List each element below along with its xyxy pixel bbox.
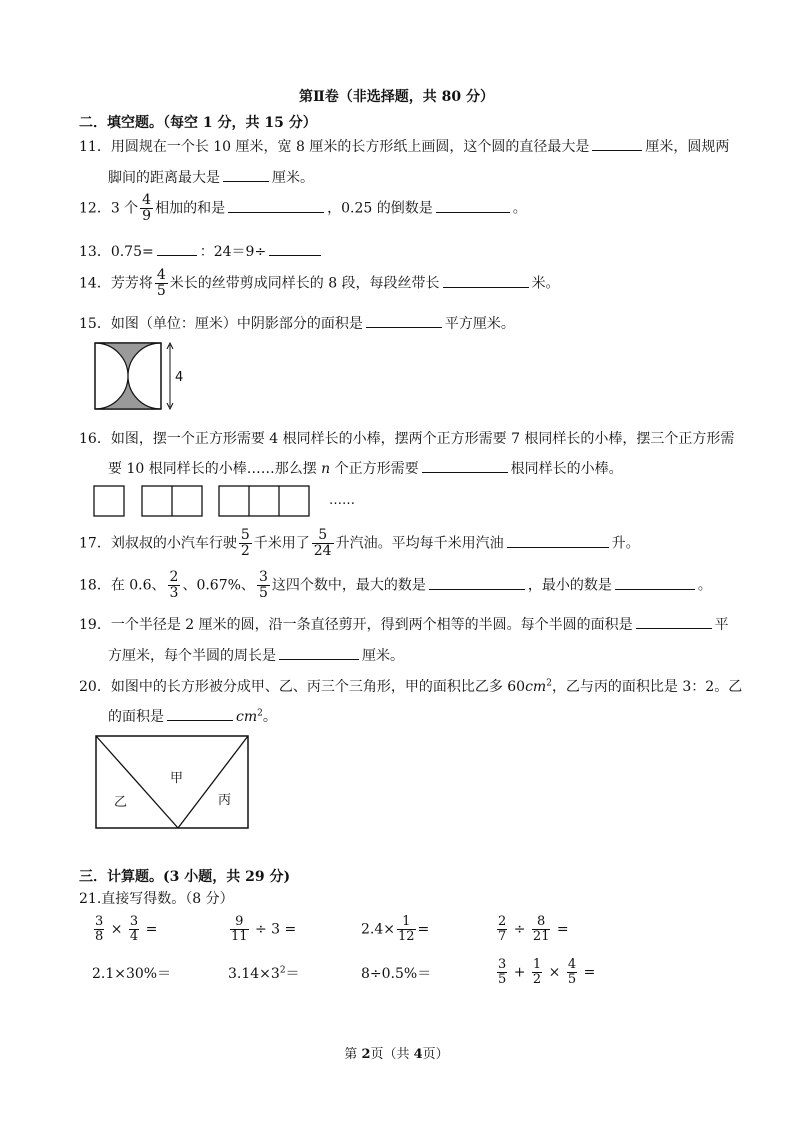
answer-blank[interactable] [366, 313, 442, 328]
label-bing: 丙 [218, 793, 232, 808]
calc-item-7: 8÷0.5%＝ [361, 966, 432, 982]
question-20-line-1: 20．如图中的长方形被分成甲、乙、丙三个三角形，甲的面积比乙多 $60cm^2$，乙与丙的面积比是 3：2。乙 [79, 678, 743, 695]
section-heading-calculation: 三．计算题。(3 小题，共 29 分) [79, 869, 291, 885]
calc-item-3: 2.4× $\frac{1}{12}$ = [361, 914, 430, 944]
label-yi: 乙 [114, 795, 128, 810]
question-11-line-2: 脚间的距离最大是 厘米。 [108, 167, 314, 187]
answer-blank[interactable] [228, 198, 324, 213]
question-15: 15．如图（单位：厘米）中阴影部分的面积是 平方厘米。 [79, 313, 515, 333]
answer-blank[interactable] [422, 458, 508, 473]
calc-item-6: $3.14\times 3^2=$ [228, 965, 300, 982]
answer-blank[interactable] [615, 575, 695, 590]
question-19-line-2: 方厘米，每个半圆的周长是 厘米。 [108, 645, 404, 665]
question-14: 14．芳芳将 $\frac{4}{5}$ 米长的丝带剪成同样长的 8 段，每段丝带长 米。 [79, 267, 560, 299]
answer-blank[interactable] [443, 273, 529, 288]
question-12: 12．3 个 $\frac{4}{9}$ 相加的和是 ，0.25 的倒数是 。 [79, 192, 527, 224]
ellipsis: …… [329, 493, 355, 508]
question-20-line-2: 的面积是 $cm^2$。 [108, 706, 277, 726]
calc-item-8: $\frac{3}{5}$ + $\frac{1}{2}$ × $\frac{4}{5}$ = [498, 957, 596, 987]
answer-blank[interactable] [429, 575, 525, 590]
answer-blank[interactable] [269, 241, 321, 256]
question-18: 18．在 0.6、 $\frac{2}{3}$ 、0.67%、 $\frac{3}{5}$ 这四个数中，最大的数是 ，最小的数是 。 [79, 569, 712, 601]
calc-item-4: $\frac{2}{7}$ ÷ $\frac{8}{21}$ = [498, 914, 569, 944]
question-16-line-2: 要 10 根同样长的小棒……那么摆 n 个正方形需要 根同样长的小棒。 [108, 458, 623, 478]
matchstick-squares-figure [92, 484, 392, 520]
answer-blank[interactable] [592, 136, 642, 151]
calc-item-5: 2.1×30%＝ [92, 966, 172, 982]
shaded-square-figure [92, 340, 192, 414]
question-11-line-1: 11．用圆规在一个长 10 厘米，宽 8 厘米的长方形纸上画圆，这个圆的直径最大是 厘米，圆规两 [79, 136, 729, 156]
question-17: 17．刘叔叔的小汽车行驶 $\frac{5}{2}$ 千米用了 $\frac{5}{24}$ 升汽油。平均每千米用汽油 升。 [79, 527, 640, 559]
question-19-line-1: 19．一个半径是 2 厘米的圆，沿一条直径剪开，得到两个相等的半圆。每个半圆的面积是 平 [79, 614, 729, 634]
answer-blank[interactable] [436, 198, 510, 213]
dimension-label: 4 [175, 370, 184, 385]
question-16-line-1: 16．如图，摆一个正方形需要 4 根同样长的小棒，摆两个正方形需要 7 根同样长的小棒，摆三个正方形需 [79, 431, 735, 447]
label-jia: 甲 [170, 771, 184, 786]
answer-blank[interactable] [167, 706, 233, 721]
question-21-heading: 21.直接写得数。（8 分） [79, 891, 234, 907]
answer-blank[interactable] [223, 167, 269, 182]
section-heading-fill-blank: 二．填空题。（每空 1 分，共 15 分） [79, 115, 317, 131]
answer-blank[interactable] [279, 645, 359, 660]
question-13: 13．0.75= ：24＝9÷ [79, 241, 324, 261]
answer-blank[interactable] [636, 614, 712, 629]
page-footer: 第 2页（共 4页） [344, 1047, 449, 1062]
rectangle-triangles-figure [94, 734, 252, 830]
calc-item-2: $\frac{9}{11}$ ÷ 3 = [231, 914, 297, 944]
answer-blank[interactable] [507, 533, 609, 548]
answer-blank[interactable] [157, 241, 197, 256]
page-title: 第Ⅱ卷（非选择题，共 80 分） [298, 89, 495, 105]
calc-item-1: $\frac{3}{8}$ × $\frac{3}{4}$ = [95, 914, 158, 944]
